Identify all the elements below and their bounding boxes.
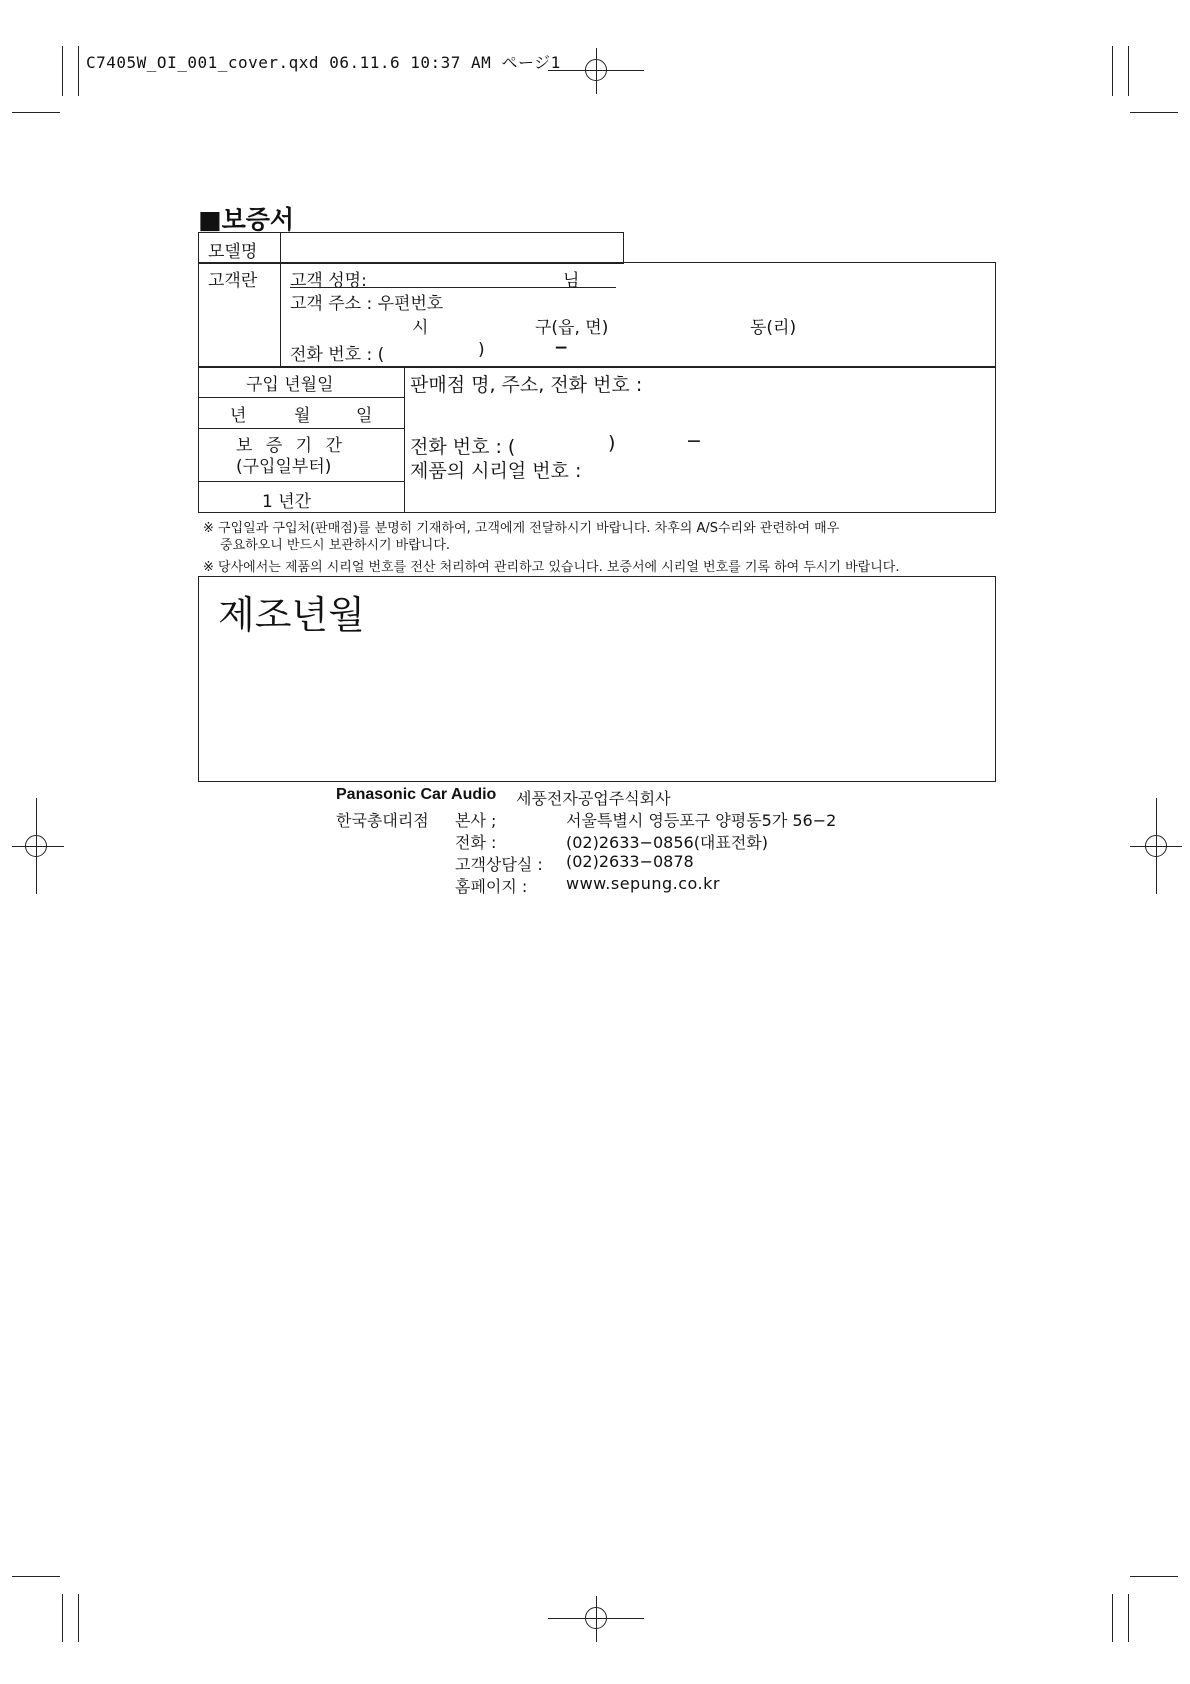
purchase-date-field[interactable] [202, 400, 400, 426]
month-label: 월 [294, 406, 311, 426]
company-name: 세풍전자공업주식회사 [516, 789, 671, 808]
dealer-area-code-field[interactable] [530, 432, 606, 454]
dealer-phone-number-field[interactable] [704, 432, 904, 454]
customer-phone-prefix-field[interactable] [492, 340, 552, 362]
postal-code-field[interactable] [470, 288, 970, 310]
customer-label: 고객란 [208, 271, 258, 291]
warranty-period-value: 1 년간 [262, 492, 312, 512]
note-serial-number: ※ 당사에서는 제품의 시리얼 번호를 전산 처리하여 관리하고 있습니다. 보증서에 시리얼 번호를 기록 하여 두시기 바랍니다. [203, 560, 900, 575]
purchase-date-label: 구입 년월일 [246, 375, 334, 395]
customer-phone-close: ) [478, 340, 485, 360]
warranty-period-label: 보 증 기 간 [236, 436, 346, 456]
support-phone: (02)2633−0878 [566, 852, 694, 871]
city-label: 시 [412, 318, 429, 338]
manufacture-date-label: 제조년월 [218, 593, 365, 637]
page-title: ■보증서 [198, 205, 295, 234]
serial-number-label: 제품의 시리얼 번호 : [410, 460, 582, 482]
dealer-info-label: 판매점 명, 주소, 전화 번호 : [410, 374, 643, 396]
dong-label: 동(리) [750, 318, 797, 338]
customer-phone-dash: − [554, 338, 569, 358]
company-phone: (02)2633−0856(대표전화) [566, 833, 768, 852]
print-slug: C7405W_OI_001_cover.qxd 06.11.6 10:37 AM ページ1 [86, 53, 561, 72]
hq-label: 본사 ; [455, 811, 497, 830]
day-label: 일 [356, 406, 373, 426]
honorific-label: 님 [563, 271, 580, 291]
dealer-phone-close: ) [608, 432, 616, 454]
note-purchase-record-cont: 중요하오니 반드시 보관하시기 바랍니다. [220, 538, 451, 553]
customer-name-label: 고객 성명: [290, 271, 367, 291]
dealer-phone-label: 전화 번호 : ( [410, 436, 516, 458]
support-label: 고객상담실 : [455, 855, 543, 874]
brand-name: Panasonic Car Audio [336, 786, 497, 803]
warranty-from-label: (구입일부터) [236, 457, 332, 477]
web-label: 홈페이지 : [455, 877, 528, 896]
model-field[interactable] [284, 236, 618, 260]
dealer-phone-dash: − [686, 430, 702, 452]
customer-address-label: 고객 주소 : 우편번호 [290, 294, 444, 314]
customer-phone-label: 전화 번호 : ( [290, 345, 385, 365]
dealer-phone-prefix-field[interactable] [624, 432, 684, 454]
note-purchase-record: ※ 구입일과 구입처(판매점)를 분명히 기재하여, 고객에게 전달하시기 바랍니다. 차후의 A/S수리와 관련하여 매우 [203, 521, 840, 536]
customer-phone-number-field[interactable] [574, 340, 774, 362]
website: www.sepung.co.kr [566, 874, 720, 893]
dealer-info-field[interactable] [680, 370, 980, 426]
phone-label: 전화 : [455, 833, 497, 852]
serial-number-field[interactable] [610, 456, 970, 480]
customer-name-field[interactable] [374, 266, 560, 286]
customer-area-code-field[interactable] [400, 340, 476, 362]
hq-address: 서울특별시 영등포구 양평동5가 56−2 [566, 811, 837, 830]
agency-label: 한국총대리점 [336, 811, 429, 830]
year-label: 년 [230, 406, 247, 426]
district-label: 구(읍, 면) [535, 318, 609, 338]
model-label: 모델명 [208, 242, 258, 262]
